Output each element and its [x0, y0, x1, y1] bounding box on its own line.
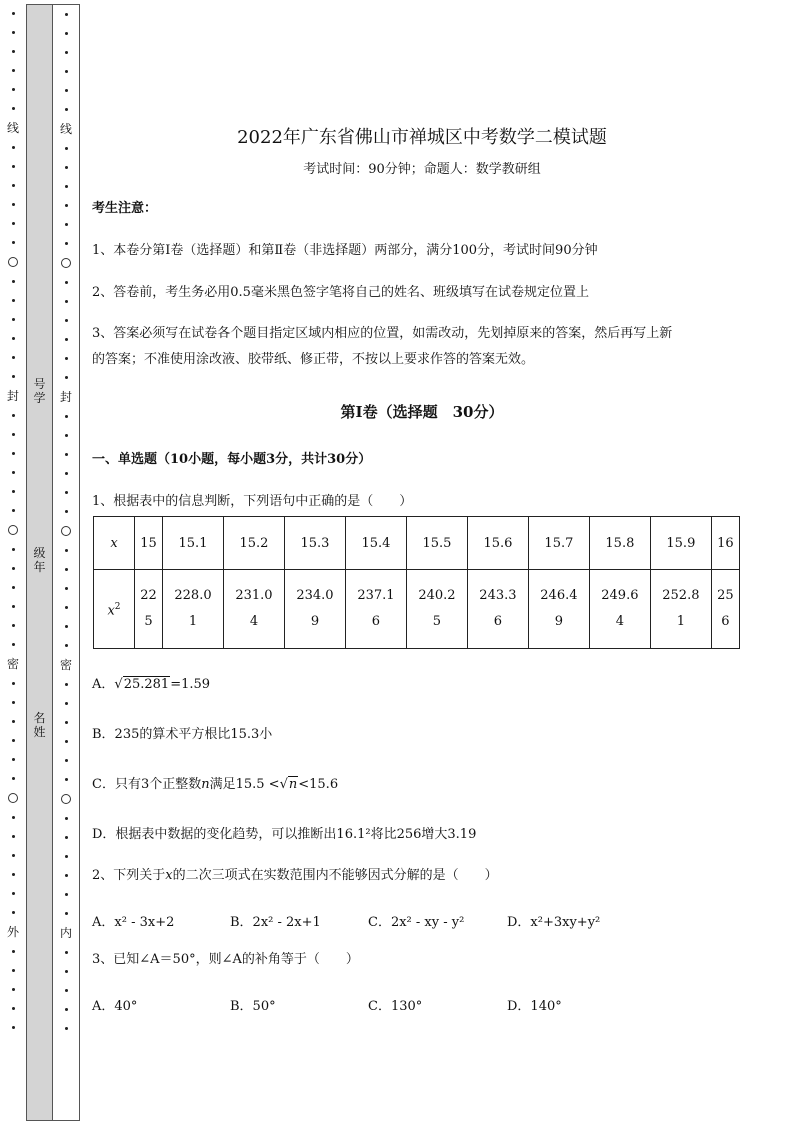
option-a: A．x² - 3x+2	[92, 915, 175, 930]
dot-column	[65, 5, 68, 119]
dot-column	[12, 4, 15, 118]
option-c: C．130°	[368, 999, 423, 1014]
margin-mark: 线	[59, 122, 72, 136]
notice-item: 的答案；不准使用涂改液、胶带纸、修正带，不按以上要求作答的答案无效。	[92, 352, 535, 367]
option-d: D．x²+3xy+y²	[507, 915, 601, 930]
circle-mark-icon	[8, 257, 18, 267]
circle-mark-icon	[61, 526, 71, 536]
table-cell: 231.0 4	[223, 570, 284, 649]
table-cell: 234.0 9	[284, 570, 345, 649]
option-a: A．40°	[92, 999, 138, 1014]
table-cell: 15.4	[345, 517, 406, 570]
grade-label: 级 年	[33, 546, 46, 574]
dot-column	[65, 273, 68, 387]
dot-column	[65, 541, 68, 655]
table-cell: $x^2$	[94, 570, 135, 649]
question-stem: 3、已知∠A＝50°，则∠A的补角等于（ ）	[92, 952, 359, 967]
exam-subtitle: 考试时间：90分钟；命题人：数学教研组	[303, 162, 541, 177]
table-cell: 15.7	[528, 517, 589, 570]
circle-mark-icon	[61, 258, 71, 268]
table-row	[94, 570, 740, 649]
margin-mark: 封	[59, 390, 72, 404]
table-cell: 249.6 4	[589, 570, 650, 649]
dot-column	[12, 272, 15, 386]
binding-margin-inner	[53, 4, 80, 1121]
table-cell: 15.6	[467, 517, 528, 570]
table-cell: 15.9	[650, 517, 711, 570]
margin-mark: 密	[6, 657, 19, 671]
notice-item: 2、答卷前，考生务必用0.5毫米黑色签字笔将自己的姓名、班级填写在试卷规定位置上	[92, 285, 589, 300]
margin-mark: 密	[59, 658, 72, 672]
part-heading: 一、单选题（10小题，每小题3分，共计30分）	[92, 452, 372, 467]
table-cell: 15.1	[163, 517, 224, 570]
table-cell: 243.3 6	[467, 570, 528, 649]
option-d: D．140°	[507, 999, 562, 1014]
option-a: A．√25.281=1.59	[92, 677, 211, 692]
table-cell: 15.8	[589, 517, 650, 570]
dot-column	[65, 943, 68, 1038]
question-stem: 1、根据表中的信息判断，下列语句中正确的是（ ）	[92, 494, 413, 509]
circle-mark-icon	[61, 794, 71, 804]
table-row	[94, 517, 740, 570]
data-table	[93, 516, 740, 649]
table-cell: 252.8 1	[650, 570, 711, 649]
dot-column	[12, 942, 15, 1037]
dot-column	[12, 138, 15, 252]
dot-column	[12, 808, 15, 922]
option-c: C．只有3个正整数n满足15.5 <√n<15.6	[92, 777, 339, 792]
table-cell: 16	[711, 517, 739, 570]
margin-mark: 封	[6, 389, 19, 403]
dot-column	[65, 809, 68, 923]
student-info-strip	[26, 4, 53, 1121]
table-cell: 25 6	[711, 570, 739, 649]
binding-margin-outer	[0, 0, 26, 1123]
name-label: 名 姓	[33, 711, 46, 739]
table-cell: x	[94, 517, 135, 570]
dot-column	[12, 540, 15, 654]
table-cell: 237.1 6	[345, 570, 406, 649]
table-cell: 228.0 1	[163, 570, 224, 649]
notice-item: 3、答案必须写在试卷各个题目指定区域内相应的位置，如需改动，先划掉原来的答案，然后再写上新	[92, 326, 673, 341]
table-cell: 15.2	[223, 517, 284, 570]
dot-column	[12, 406, 15, 520]
table-cell: 246.4 9	[528, 570, 589, 649]
table-cell: 15.5	[406, 517, 467, 570]
option-b: B．2x² - 2x+1	[230, 915, 321, 930]
dot-column	[65, 675, 68, 789]
dot-column	[65, 407, 68, 521]
option-b: B．235的算术平方根比15.3小	[92, 727, 273, 742]
question-stem: 2、下列关于x的二次三项式在实数范围内不能够因式分解的是（ ）	[92, 868, 498, 883]
option-d: D．根据表中数据的变化趋势，可以推断出16.1²将比256增大3.19	[92, 827, 477, 842]
notice-heading: 考生注意：	[92, 201, 158, 216]
dot-column	[12, 674, 15, 788]
section-title: 第I卷（选择题 30分）	[340, 403, 504, 421]
option-b: B．50°	[230, 999, 276, 1014]
table-cell: 15	[135, 517, 163, 570]
circle-mark-icon	[8, 525, 18, 535]
margin-mark: 线	[6, 121, 19, 135]
table-cell: 240.2 5	[406, 570, 467, 649]
table-cell: 22 5	[135, 570, 163, 649]
student-id-label: 号 学	[33, 377, 46, 405]
dot-column	[65, 139, 68, 253]
table-cell: 15.3	[284, 517, 345, 570]
option-c: C．2x² - xy - y²	[368, 915, 465, 930]
margin-mark: 外	[6, 925, 19, 939]
margin-mark: 内	[59, 926, 72, 940]
circle-mark-icon	[8, 793, 18, 803]
notice-item: 1、本卷分第I卷（选择题）和第Ⅱ卷（非选择题）两部分，满分100分，考试时间90分钟	[92, 243, 598, 258]
page-title: 2022年广东省佛山市禅城区中考数学二模试题	[237, 127, 607, 148]
